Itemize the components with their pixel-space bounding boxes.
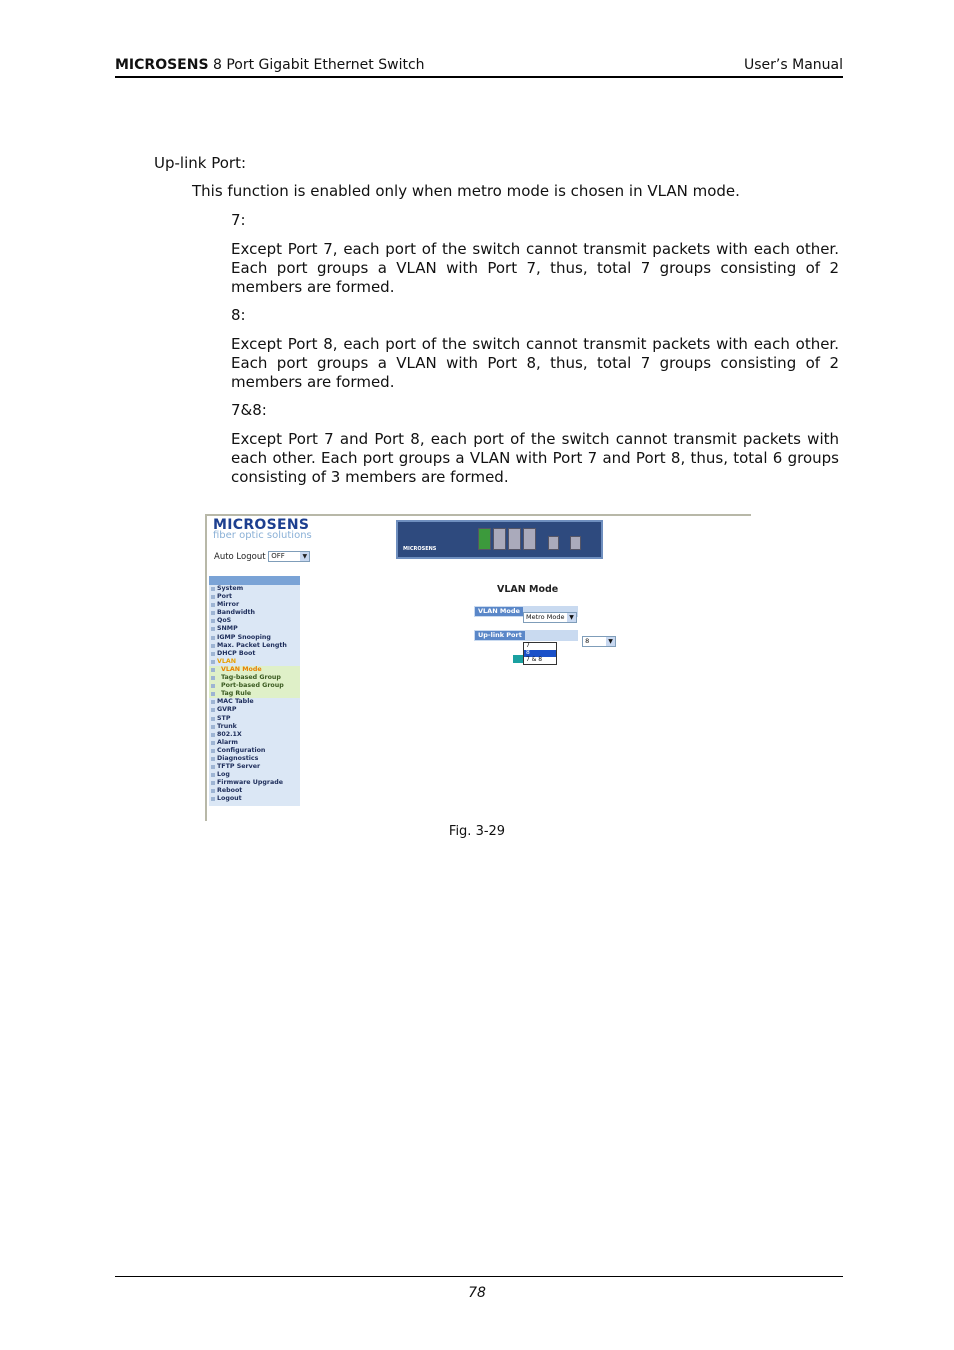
sidebar-item[interactable]: QoS: [209, 617, 300, 625]
option-label-7: 7:: [231, 211, 246, 229]
chevron-down-icon: ▼: [606, 637, 615, 646]
sidebar-item[interactable]: STP: [209, 715, 300, 723]
sidebar-item[interactable]: 802.1X: [209, 731, 300, 739]
option-text-7: Except Port 7, each port of the switch cannot transmit packets with each other. Each port groups a VLAN with Port 7, thus, total 7 groups consisting of 2 members are formed.: [231, 240, 839, 296]
sidebar-item[interactable]: GVRP: [209, 706, 300, 714]
header-title: MICROSENS 8 Port Gigabit Ethernet Switch: [115, 57, 425, 73]
sidebar-item[interactable]: System: [209, 585, 300, 593]
uplink-option[interactable]: 8: [524, 650, 556, 657]
header-manual: User’s Manual: [744, 57, 843, 73]
sidebar-item[interactable]: Port-based Group: [209, 682, 300, 690]
sidebar-menu: [209, 576, 300, 806]
sidebar-item[interactable]: VLAN Mode: [209, 666, 300, 674]
uplink-dropdown-list[interactable]: [523, 642, 557, 665]
footer-rule: [115, 1276, 843, 1277]
chevron-down-icon: ▼: [567, 613, 576, 622]
figure-screenshot: [205, 514, 751, 821]
sidebar-item[interactable]: DHCP Boot: [209, 650, 300, 658]
header-rule: [115, 76, 843, 78]
panel-title: VLAN Mode: [497, 584, 559, 595]
sidebar-item[interactable]: Bandwidth: [209, 609, 300, 617]
option-label-8: 8:: [231, 306, 246, 324]
uplink-label: Up-link Port: [475, 631, 525, 640]
page-header: [115, 57, 843, 73]
sidebar-item[interactable]: Tag-based Group: [209, 674, 300, 682]
uplink-option[interactable]: 7: [526, 642, 530, 649]
intro-text: This function is enabled only when metro mode is chosen in VLAN mode.: [192, 182, 740, 200]
uplink-select[interactable]: 8 ▼: [582, 636, 616, 647]
sidebar-item[interactable]: Port: [209, 593, 300, 601]
sidebar-item[interactable]: Diagnostics: [209, 755, 300, 763]
sidebar-item[interactable]: MAC Table: [209, 698, 300, 706]
vlan-mode-label: VLAN Mode: [475, 607, 523, 616]
section-heading: Up-link Port:: [154, 154, 246, 172]
sidebar-item[interactable]: Firmware Upgrade: [209, 779, 300, 787]
chevron-down-icon: ▼: [300, 552, 309, 561]
sidebar-item[interactable]: Configuration: [209, 747, 300, 755]
figure-caption: Fig. 3-29: [448, 824, 506, 839]
sidebar-item[interactable]: Reboot: [209, 787, 300, 795]
uplink-option[interactable]: 7 & 8: [526, 656, 543, 663]
sidebar-item[interactable]: TFTP Server: [209, 763, 300, 771]
switch-device-image: MICROSENS: [396, 520, 603, 559]
option-label-7and8: 7&8:: [231, 401, 267, 419]
vlan-mode-select[interactable]: Metro Mode ▼: [523, 612, 577, 623]
sidebar-item[interactable]: Log: [209, 771, 300, 779]
microsens-logo: MICROSENS fiber optic solutions: [213, 517, 312, 541]
sidebar-item[interactable]: Alarm: [209, 739, 300, 747]
option-text-8: Except Port 8, each port of the switch cannot transmit packets with each other. Each port groups a VLAN with Port 8, thus, total 7 groups consisting of 2 members are formed.: [231, 335, 839, 391]
page-number: 78: [468, 1285, 486, 1301]
option-text-7and8: Except Port 7 and Port 8, each port of the switch cannot transmit packets with each other. Each port groups a VLAN with Port 7 and Port 8, thus, total 6 groups consisting of 3 members are formed.: [231, 430, 839, 486]
auto-logout-select[interactable]: OFF ▼: [268, 551, 310, 562]
sidebar-item[interactable]: SNMP: [209, 625, 300, 633]
sidebar-item[interactable]: Tag Rule: [209, 690, 300, 698]
apply-button-partial[interactable]: [513, 655, 523, 663]
sidebar-item[interactable]: Logout: [209, 795, 300, 803]
auto-logout: Auto Logout OFF ▼: [214, 551, 310, 562]
sidebar-item[interactable]: Max. Packet Length: [209, 642, 300, 650]
menu-header-bar: [209, 576, 300, 585]
sidebar-item[interactable]: IGMP Snooping: [209, 634, 300, 642]
sidebar-item[interactable]: Trunk: [209, 723, 300, 731]
sidebar-item[interactable]: Mirror: [209, 601, 300, 609]
sidebar-item[interactable]: VLAN: [209, 658, 300, 666]
